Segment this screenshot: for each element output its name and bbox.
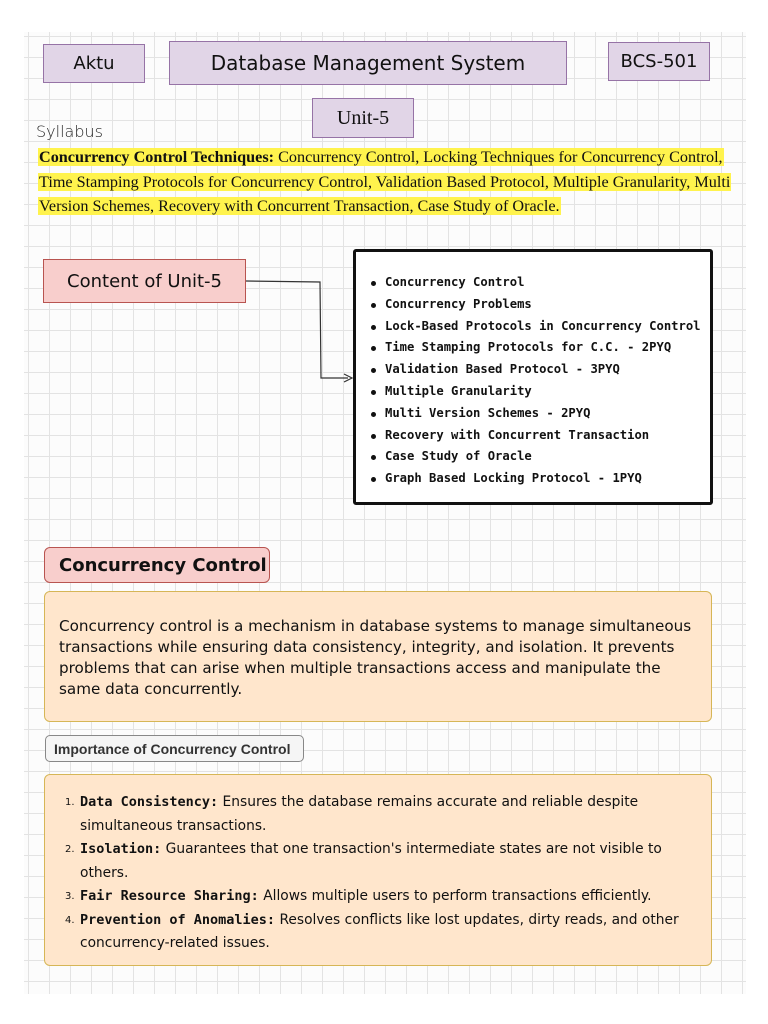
importance-item xyxy=(67,909,697,956)
item-text: Guarantees that one transaction's intermediate states are not visible to others. xyxy=(80,841,662,881)
content-of-unit-label: Content of Unit-5 xyxy=(43,259,246,303)
importance-item xyxy=(67,838,697,885)
item-number: 3. xyxy=(65,891,75,902)
item-number: 4. xyxy=(65,914,75,926)
topic-item: Concurrency Problems xyxy=(370,294,700,316)
importance-item xyxy=(67,791,697,838)
topic-item: Multiple Granularity xyxy=(370,381,700,403)
syllabus-heading: Concurrency Control Techniques: xyxy=(39,148,275,166)
syllabus-body: Concurrency Control, Locking Techniques for Concurrency Control, Time Stamping Protocols for Concurrency Control, Validation Based Protocol, Multiple Granularity, Multi Version Schemes, Recovery with Concurrent Transaction, Case Study of Oracle. xyxy=(39,148,731,215)
importance-item xyxy=(67,885,697,909)
topic-item: Recovery with Concurrent Transaction xyxy=(370,425,700,447)
syllabus-text xyxy=(38,145,738,219)
syllabus-label: Syllabus xyxy=(36,122,103,141)
topic-item: Graph Based Locking Protocol - 1PYQ xyxy=(370,468,700,490)
item-text: Resolves conflicts like lost updates, dirty reads, and other concurrency-related issues. xyxy=(80,911,679,951)
item-number: 1. xyxy=(65,797,75,808)
importance-list xyxy=(67,791,697,956)
concurrency-control-heading: Concurrency Control xyxy=(44,547,270,583)
topic-item: Concurrency Control xyxy=(370,272,700,294)
unit-label: Unit-5 xyxy=(312,98,414,138)
topic-item: Time Stamping Protocols for C.C. - 2PYQ xyxy=(370,337,700,359)
item-term: Data Consistency: xyxy=(80,794,219,810)
topic-item: Multi Version Schemes - 2PYQ xyxy=(370,403,700,425)
topic-item: Lock-Based Protocols in Concurrency Control xyxy=(370,316,700,338)
aktu-label: Aktu xyxy=(43,44,145,83)
page-title: Database Management System xyxy=(169,41,567,85)
topic-item: Validation Based Protocol - 3PYQ xyxy=(370,359,700,381)
item-term: Fair Resource Sharing: xyxy=(80,888,259,904)
topic-item: Case Study of Oracle xyxy=(370,446,700,468)
topics-list xyxy=(370,272,700,490)
item-number: 2. xyxy=(65,844,75,855)
topics-box xyxy=(353,249,713,505)
item-text: Allows multiple users to perform transactions efficiently. xyxy=(258,888,652,904)
item-term: Prevention of Anomalies: xyxy=(80,911,276,928)
definition-box xyxy=(44,591,712,722)
importance-box xyxy=(44,774,712,966)
definition-text: Concurrency control is a mechanism in database systems to manage simultaneous transactions while ensuring data consistency, integrity, and isolation. It prevents problems that can arise when multiple transactions access and manipulate the same data concurrently. xyxy=(59,617,692,698)
course-code: BCS-501 xyxy=(608,42,710,81)
item-term: Isolation: xyxy=(80,841,162,857)
importance-heading: Importance of Concurrency Control xyxy=(45,735,304,762)
item-text: Ensures the database remains accurate and reliable despite simultaneous transactions. xyxy=(80,794,639,834)
